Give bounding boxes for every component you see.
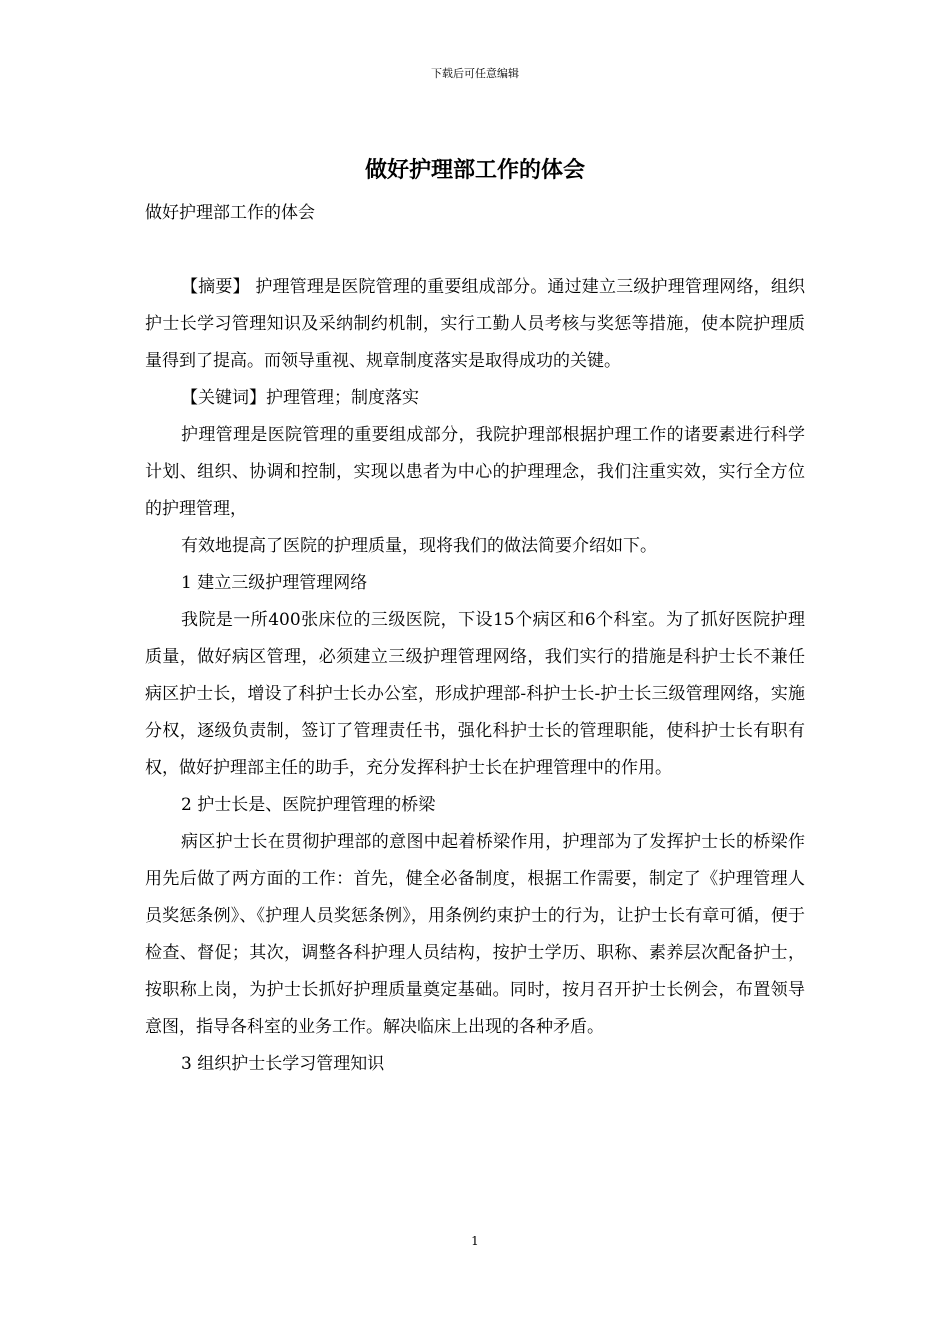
body-paragraph: 我院是一所400张床位的三级医院，下设15个病区和6个科室。为了抓好医院护理质量，做好病区管理，必须建立三级护理管理网络，我们实行的措施是科护士长不兼任病区护士长，增设了科护士长办公室，形成护理部-科护士长-护士长三级管理网络，实施分权，逐级负责制，签订了管理责任书，强化科护士长的管理职能，使科护士长有职有权，做好护理部主任的助手，充分发挥科护士长在护理管理中的作用。 xyxy=(145,610,805,778)
body-paragraph: 护理管理是医院管理的重要组成部分，我院护理部根据护理工作的诸要素进行科学计划、组织、协调和控制，实现以患者为中心的护理理念，我们注重实效，实行全方位的护理管理， xyxy=(145,425,805,519)
document-body xyxy=(145,195,805,1083)
abstract-paragraph: 【摘要】 护理管理是医院管理的重要组成部分。通过建立三级护理管理网络，组织护士长学习管理知识及采纳制约机制，实行工勤人员考核与奖惩等措施，使本院护理质量得到了提高。而领导重视、规章制度落实是取得成功的关键。 xyxy=(145,277,805,371)
page-number: 1 xyxy=(471,1234,479,1248)
section-heading: 3 组织护士长学习管理知识 xyxy=(181,1054,385,1074)
document-title: 做好护理部工作的体会 xyxy=(364,157,585,183)
document-subtitle: 做好护理部工作的体会 xyxy=(145,203,315,223)
keywords-paragraph: 【关键词】护理管理；制度落实 xyxy=(181,388,419,408)
section-heading: 1 建立三级护理管理网络 xyxy=(181,573,368,593)
blank-line xyxy=(145,232,805,269)
body-paragraph: 有效地提高了医院的护理质量，现将我们的做法简要介绍如下。 xyxy=(181,536,657,556)
body-paragraph: 病区护士长在贯彻护理部的意图中起着桥梁作用，护理部为了发挥护士长的桥梁作用先后做了两方面的工作：首先，健全必备制度，根据工作需要，制定了《护理管理人员奖惩条例》、《护理人员奖惩条例》，用条例约束护士的行为，让护士长有章可循，便于检查、督促；其次，调整各科护理人员结构，按护士学历、职称、素养层次配备护士，按职称上岗，为护士长抓好护理质量奠定基础。同时，按月召开护士长例会，布置领导意图，指导各科室的业务工作。解决临床上出现的各种矛盾。 xyxy=(145,832,805,1037)
header-note: 下载后可任意编辑 xyxy=(431,67,519,80)
section-heading: 2 护士长是、医院护理管理的桥梁 xyxy=(181,795,436,815)
